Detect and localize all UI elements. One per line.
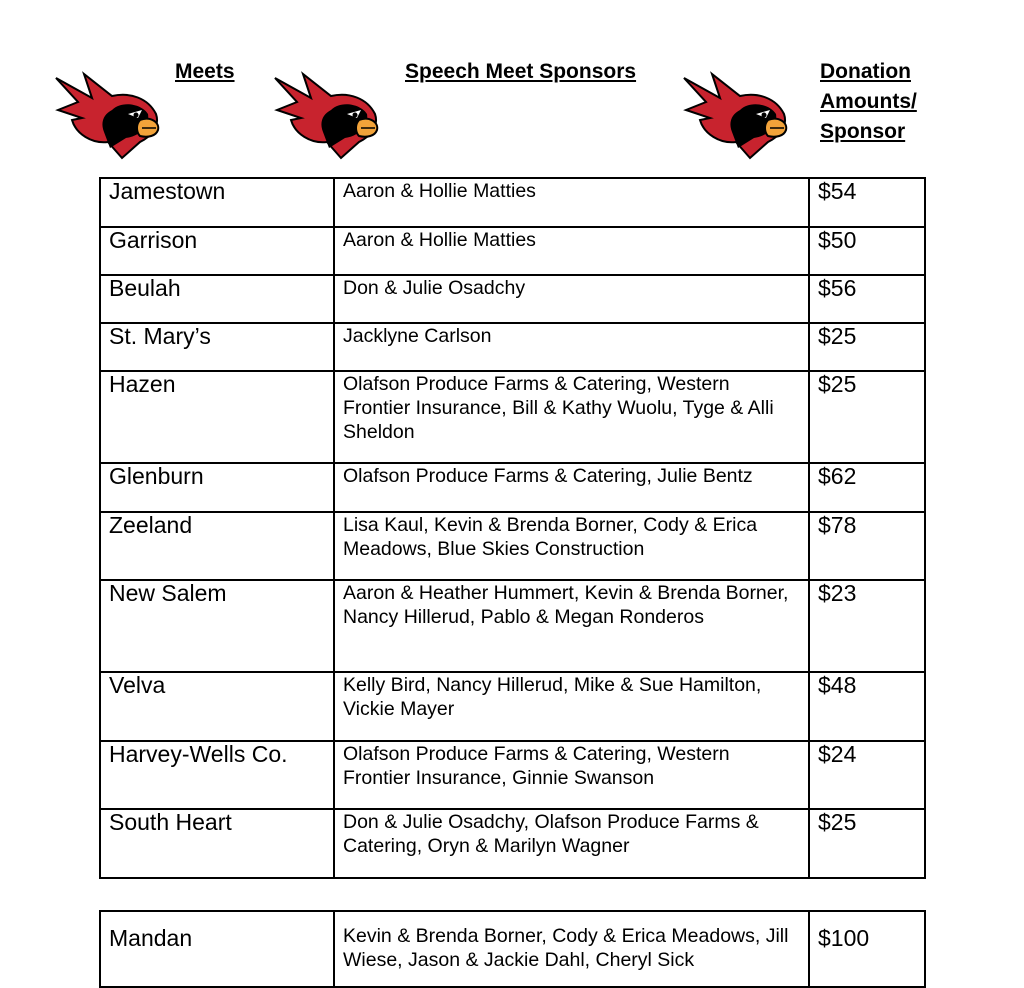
sponsors-cell: Aaron & Hollie Matties xyxy=(334,178,809,227)
meet-cell: Harvey-Wells Co. xyxy=(100,741,334,809)
donation-header xyxy=(820,57,917,147)
additional-sponsors-table xyxy=(99,910,926,988)
meet-cell: Mandan xyxy=(100,911,334,987)
meet-cell: Glenburn xyxy=(100,463,334,512)
sponsors-cell: Jacklyne Carlson xyxy=(334,323,809,371)
cardinal-mascot-icon xyxy=(52,70,162,160)
sponsors-cell: Don & Julie Osadchy xyxy=(334,275,809,323)
meet-cell: South Heart xyxy=(100,809,334,878)
table-row xyxy=(100,227,925,275)
meet-cell: Beulah xyxy=(100,275,334,323)
sponsors-cell: Olafson Produce Farms & Catering, Western Frontier Insurance, Bill & Kathy Wuolu, Tyge & Alli Sheldon xyxy=(334,371,809,463)
amount-cell: $62 xyxy=(809,463,925,512)
sponsors-cell: Don & Julie Osadchy, Olafson Produce Farms & Catering, Oryn & Marilyn Wagner xyxy=(334,809,809,878)
sponsors-cell: Aaron & Heather Hummert, Kevin & Brenda Borner, Nancy Hillerud, Pablo & Megan Ronderos xyxy=(334,580,809,672)
donation-header-line: Donation xyxy=(820,60,911,83)
amount-cell: $25 xyxy=(809,371,925,463)
table-row xyxy=(100,672,925,741)
table-row xyxy=(100,371,925,463)
amount-cell: $23 xyxy=(809,580,925,672)
table-row xyxy=(100,275,925,323)
table-row xyxy=(100,463,925,512)
sponsors-cell: Olafson Produce Farms & Catering, Julie Bentz xyxy=(334,463,809,512)
sponsors-cell: Kelly Bird, Nancy Hillerud, Mike & Sue Hamilton, Vickie Mayer xyxy=(334,672,809,741)
amount-cell: $78 xyxy=(809,512,925,580)
sponsors-table xyxy=(99,177,926,879)
table-row xyxy=(100,323,925,371)
table-row xyxy=(100,741,925,809)
table-row xyxy=(100,512,925,580)
meet-cell: Jamestown xyxy=(100,178,334,227)
meet-cell: New Salem xyxy=(100,580,334,672)
sponsors-cell: Aaron & Hollie Matties xyxy=(334,227,809,275)
meets-header: Meets xyxy=(175,60,235,83)
cardinal-mascot-icon xyxy=(271,70,381,160)
meet-cell: Garrison xyxy=(100,227,334,275)
table-row xyxy=(100,580,925,672)
amount-cell: $54 xyxy=(809,178,925,227)
sponsors-cell: Olafson Produce Farms & Catering, Western Frontier Insurance, Ginnie Swanson xyxy=(334,741,809,809)
table-row xyxy=(100,178,925,227)
meet-cell: Hazen xyxy=(100,371,334,463)
meet-cell: Zeeland xyxy=(100,512,334,580)
table-row xyxy=(100,911,925,987)
sponsors-cell: Kevin & Brenda Borner, Cody & Erica Meadows, Jill Wiese, Jason & Jackie Dahl, Cheryl Sick xyxy=(334,911,809,987)
sponsors-cell: Lisa Kaul, Kevin & Brenda Borner, Cody & Erica Meadows, Blue Skies Construction xyxy=(334,512,809,580)
amount-cell: $100 xyxy=(809,911,925,987)
amount-cell: $56 xyxy=(809,275,925,323)
amount-cell: $24 xyxy=(809,741,925,809)
amount-cell: $50 xyxy=(809,227,925,275)
sponsors-header: Speech Meet Sponsors xyxy=(405,60,637,83)
amount-cell: $25 xyxy=(809,809,925,878)
cardinal-mascot-icon xyxy=(680,70,790,160)
amount-cell: $48 xyxy=(809,672,925,741)
donation-header-line: Sponsor xyxy=(820,120,906,143)
meet-cell: Velva xyxy=(100,672,334,741)
table-row xyxy=(100,809,925,878)
donation-header-line: Amounts/ xyxy=(820,90,917,113)
amount-cell: $25 xyxy=(809,323,925,371)
meet-cell: St. Mary’s xyxy=(100,323,334,371)
